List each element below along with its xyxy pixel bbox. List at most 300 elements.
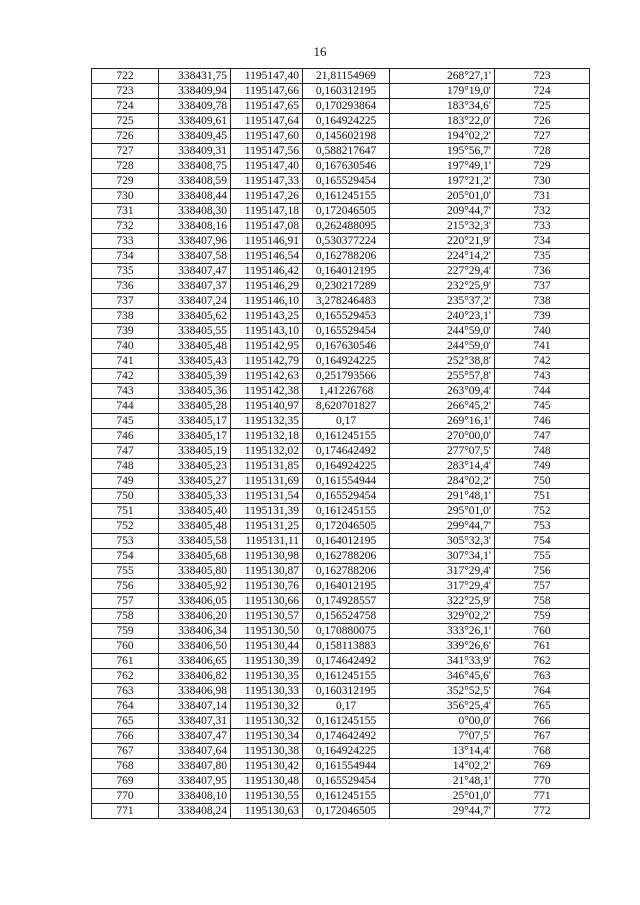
bearing-angle-cell: 352°52,5' (390, 684, 495, 699)
bearing-angle-cell: 333°26,1' (390, 624, 495, 639)
bearing-angle-cell: 227°29,4' (390, 264, 495, 279)
distance-cell: 0,164924225 (303, 354, 390, 369)
bearing-angle-cell: 322°25,9' (390, 594, 495, 609)
point-number-cell: 722 (92, 69, 159, 84)
point-number-cell: 746 (92, 429, 159, 444)
distance-cell: 0,251793566 (303, 369, 390, 384)
x-coordinate-cell: 338405,23 (159, 459, 231, 474)
y-coordinate-cell: 1195146,10 (231, 294, 303, 309)
table-row (92, 564, 590, 579)
x-coordinate-cell: 338406,65 (159, 654, 231, 669)
table-row (92, 69, 590, 84)
x-coordinate-cell: 338405,92 (159, 579, 231, 594)
bearing-angle-cell: 194°02,2' (390, 129, 495, 144)
y-coordinate-cell: 1195146,42 (231, 264, 303, 279)
x-coordinate-cell: 338409,61 (159, 114, 231, 129)
next-point-number-cell: 766 (495, 714, 590, 729)
distance-cell: 0,17 (303, 699, 390, 714)
next-point-number-cell: 742 (495, 354, 590, 369)
x-coordinate-cell: 338407,95 (159, 774, 231, 789)
y-coordinate-cell: 1195130,57 (231, 609, 303, 624)
distance-cell: 0,145602198 (303, 129, 390, 144)
distance-cell: 0,156524758 (303, 609, 390, 624)
table-row (92, 159, 590, 174)
point-number-cell: 737 (92, 294, 159, 309)
point-number-cell: 770 (92, 789, 159, 804)
table-row (92, 579, 590, 594)
point-number-cell: 758 (92, 609, 159, 624)
distance-cell: 1,41226768 (303, 384, 390, 399)
point-number-cell: 768 (92, 759, 159, 774)
bearing-angle-cell: 295°01,0' (390, 504, 495, 519)
table-row (92, 804, 590, 819)
y-coordinate-cell: 1195132,18 (231, 429, 303, 444)
next-point-number-cell: 732 (495, 204, 590, 219)
x-coordinate-cell: 338407,47 (159, 264, 231, 279)
bearing-angle-cell: 266°45,2' (390, 399, 495, 414)
y-coordinate-cell: 1195146,29 (231, 279, 303, 294)
y-coordinate-cell: 1195142,63 (231, 369, 303, 384)
table-row (92, 414, 590, 429)
y-coordinate-cell: 1195130,87 (231, 564, 303, 579)
table-row (92, 624, 590, 639)
next-point-number-cell: 772 (495, 804, 590, 819)
bearing-angle-cell: 224°14,2' (390, 249, 495, 264)
bearing-angle-cell: 179°19,0' (390, 84, 495, 99)
x-coordinate-cell: 338406,34 (159, 624, 231, 639)
next-point-number-cell: 736 (495, 264, 590, 279)
point-number-cell: 761 (92, 654, 159, 669)
page-number: 16 (313, 44, 327, 59)
point-number-cell: 757 (92, 594, 159, 609)
table-row (92, 444, 590, 459)
table-row (92, 744, 590, 759)
bearing-angle-cell: 291°48,1' (390, 489, 495, 504)
bearing-angle-cell: 268°27,1' (390, 69, 495, 84)
distance-cell: 0,230217289 (303, 279, 390, 294)
next-point-number-cell: 733 (495, 219, 590, 234)
x-coordinate-cell: 338405,43 (159, 354, 231, 369)
x-coordinate-cell: 338405,36 (159, 384, 231, 399)
next-point-number-cell: 758 (495, 594, 590, 609)
next-point-number-cell: 755 (495, 549, 590, 564)
distance-cell: 0,160312195 (303, 684, 390, 699)
x-coordinate-cell: 338407,14 (159, 699, 231, 714)
next-point-number-cell: 767 (495, 729, 590, 744)
next-point-number-cell: 771 (495, 789, 590, 804)
next-point-number-cell: 769 (495, 759, 590, 774)
x-coordinate-cell: 338405,17 (159, 414, 231, 429)
point-number-cell: 771 (92, 804, 159, 819)
next-point-number-cell: 744 (495, 384, 590, 399)
point-number-cell: 733 (92, 234, 159, 249)
table-row (92, 114, 590, 129)
table-row (92, 534, 590, 549)
bearing-angle-cell: 346°45,6' (390, 669, 495, 684)
x-coordinate-cell: 338431,75 (159, 69, 231, 84)
x-coordinate-cell: 338408,44 (159, 189, 231, 204)
bearing-angle-cell: 277°07,5' (390, 444, 495, 459)
distance-cell: 0,170293864 (303, 99, 390, 114)
point-number-cell: 743 (92, 384, 159, 399)
distance-cell: 0,162788206 (303, 249, 390, 264)
point-number-cell: 729 (92, 174, 159, 189)
table-row (92, 219, 590, 234)
y-coordinate-cell: 1195130,39 (231, 654, 303, 669)
bearing-angle-cell: 232°25,9' (390, 279, 495, 294)
table-row (92, 714, 590, 729)
next-point-number-cell: 746 (495, 414, 590, 429)
x-coordinate-cell: 338405,80 (159, 564, 231, 579)
distance-cell: 0,164924225 (303, 459, 390, 474)
table-row (92, 249, 590, 264)
bearing-angle-cell: 307°34,1' (390, 549, 495, 564)
table-row (92, 384, 590, 399)
next-point-number-cell: 748 (495, 444, 590, 459)
distance-cell: 21,81154969 (303, 69, 390, 84)
table-row (92, 474, 590, 489)
x-coordinate-cell: 338406,05 (159, 594, 231, 609)
next-point-number-cell: 743 (495, 369, 590, 384)
table-row (92, 774, 590, 789)
bearing-angle-cell: 339°26,6' (390, 639, 495, 654)
point-number-cell: 745 (92, 414, 159, 429)
x-coordinate-cell: 338405,19 (159, 444, 231, 459)
point-number-cell: 740 (92, 339, 159, 354)
y-coordinate-cell: 1195131,85 (231, 459, 303, 474)
table-row (92, 699, 590, 714)
distance-cell: 0,165529454 (303, 324, 390, 339)
point-number-cell: 762 (92, 669, 159, 684)
distance-cell: 0,17 (303, 414, 390, 429)
point-number-cell: 726 (92, 129, 159, 144)
next-point-number-cell: 735 (495, 249, 590, 264)
next-point-number-cell: 726 (495, 114, 590, 129)
bearing-angle-cell: 270°00,0' (390, 429, 495, 444)
table-row (92, 609, 590, 624)
x-coordinate-cell: 338405,40 (159, 504, 231, 519)
y-coordinate-cell: 1195147,64 (231, 114, 303, 129)
bearing-angle-cell: 317°29,4' (390, 579, 495, 594)
bearing-angle-cell: 235°37,2' (390, 294, 495, 309)
y-coordinate-cell: 1195130,48 (231, 774, 303, 789)
point-number-cell: 739 (92, 324, 159, 339)
bearing-angle-cell: 269°16,1' (390, 414, 495, 429)
y-coordinate-cell: 1195130,35 (231, 669, 303, 684)
distance-cell: 0,588217647 (303, 144, 390, 159)
next-point-number-cell: 759 (495, 609, 590, 624)
point-number-cell: 738 (92, 309, 159, 324)
next-point-number-cell: 728 (495, 144, 590, 159)
bearing-angle-cell: 183°22,0' (390, 114, 495, 129)
next-point-number-cell: 756 (495, 564, 590, 579)
next-point-number-cell: 763 (495, 669, 590, 684)
x-coordinate-cell: 338405,39 (159, 369, 231, 384)
point-number-cell: 765 (92, 714, 159, 729)
x-coordinate-cell: 338407,96 (159, 234, 231, 249)
x-coordinate-cell: 338407,24 (159, 294, 231, 309)
distance-cell: 0,164924225 (303, 114, 390, 129)
bearing-angle-cell: 197°21,2' (390, 174, 495, 189)
table-row (92, 324, 590, 339)
distance-cell: 0,167630546 (303, 159, 390, 174)
y-coordinate-cell: 1195143,10 (231, 324, 303, 339)
next-point-number-cell: 740 (495, 324, 590, 339)
distance-cell: 0,164012195 (303, 534, 390, 549)
y-coordinate-cell: 1195131,39 (231, 504, 303, 519)
bearing-angle-cell: 240°23,1' (390, 309, 495, 324)
y-coordinate-cell: 1195147,40 (231, 69, 303, 84)
next-point-number-cell: 770 (495, 774, 590, 789)
point-number-cell: 741 (92, 354, 159, 369)
next-point-number-cell: 754 (495, 534, 590, 549)
point-number-cell: 736 (92, 279, 159, 294)
bearing-angle-cell: 0°00,0' (390, 714, 495, 729)
distance-cell: 0,161554944 (303, 759, 390, 774)
table-row (92, 279, 590, 294)
distance-cell: 0,172046505 (303, 519, 390, 534)
point-number-cell: 753 (92, 534, 159, 549)
y-coordinate-cell: 1195131,54 (231, 489, 303, 504)
x-coordinate-cell: 338409,31 (159, 144, 231, 159)
distance-cell: 3,278246483 (303, 294, 390, 309)
table-row (92, 684, 590, 699)
y-coordinate-cell: 1195147,66 (231, 84, 303, 99)
y-coordinate-cell: 1195132,02 (231, 444, 303, 459)
bearing-angle-cell: 197°49,1' (390, 159, 495, 174)
next-point-number-cell: 737 (495, 279, 590, 294)
y-coordinate-cell: 1195130,32 (231, 699, 303, 714)
bearing-angle-cell: 329°02,2' (390, 609, 495, 624)
x-coordinate-cell: 338405,27 (159, 474, 231, 489)
point-number-cell: 723 (92, 84, 159, 99)
next-point-number-cell: 738 (495, 294, 590, 309)
table-row (92, 129, 590, 144)
y-coordinate-cell: 1195130,34 (231, 729, 303, 744)
next-point-number-cell: 768 (495, 744, 590, 759)
x-coordinate-cell: 338406,82 (159, 669, 231, 684)
distance-cell: 0,161554944 (303, 474, 390, 489)
x-coordinate-cell: 338405,48 (159, 339, 231, 354)
table-row (92, 339, 590, 354)
next-point-number-cell: 747 (495, 429, 590, 444)
table-row (92, 369, 590, 384)
distance-cell: 0,164924225 (303, 744, 390, 759)
y-coordinate-cell: 1195130,98 (231, 549, 303, 564)
point-number-cell: 756 (92, 579, 159, 594)
point-number-cell: 754 (92, 549, 159, 564)
distance-cell: 0,165529454 (303, 774, 390, 789)
point-number-cell: 742 (92, 369, 159, 384)
table-row (92, 354, 590, 369)
next-point-number-cell: 753 (495, 519, 590, 534)
y-coordinate-cell: 1195142,95 (231, 339, 303, 354)
bearing-angle-cell: 299°44,7' (390, 519, 495, 534)
distance-cell: 0,161245155 (303, 429, 390, 444)
table-row (92, 204, 590, 219)
point-number-cell: 750 (92, 489, 159, 504)
table-row (92, 729, 590, 744)
y-coordinate-cell: 1195130,32 (231, 714, 303, 729)
point-number-cell: 731 (92, 204, 159, 219)
distance-cell: 0,164012195 (303, 264, 390, 279)
distance-cell: 0,530377224 (303, 234, 390, 249)
point-number-cell: 744 (92, 399, 159, 414)
bearing-angle-cell: 215°32,3' (390, 219, 495, 234)
x-coordinate-cell: 338405,33 (159, 489, 231, 504)
point-number-cell: 748 (92, 459, 159, 474)
x-coordinate-cell: 338407,64 (159, 744, 231, 759)
distance-cell: 0,174642492 (303, 654, 390, 669)
y-coordinate-cell: 1195140,97 (231, 399, 303, 414)
table-row (92, 294, 590, 309)
next-point-number-cell: 765 (495, 699, 590, 714)
table-row (92, 504, 590, 519)
table-row (92, 84, 590, 99)
point-number-cell: 764 (92, 699, 159, 714)
y-coordinate-cell: 1195130,44 (231, 639, 303, 654)
distance-cell: 0,174928557 (303, 594, 390, 609)
distance-cell: 0,161245155 (303, 189, 390, 204)
table-row (92, 459, 590, 474)
point-number-cell: 747 (92, 444, 159, 459)
distance-cell: 0,161245155 (303, 789, 390, 804)
bearing-angle-cell: 283°14,4' (390, 459, 495, 474)
y-coordinate-cell: 1195130,63 (231, 804, 303, 819)
bearing-angle-cell: 356°25,4' (390, 699, 495, 714)
bearing-angle-cell: 252°38,8' (390, 354, 495, 369)
distance-cell: 0,162788206 (303, 564, 390, 579)
y-coordinate-cell: 1195147,56 (231, 144, 303, 159)
point-number-cell: 735 (92, 264, 159, 279)
x-coordinate-cell: 338407,47 (159, 729, 231, 744)
table-row (92, 189, 590, 204)
x-coordinate-cell: 338408,10 (159, 789, 231, 804)
table-row (92, 789, 590, 804)
table-row (92, 639, 590, 654)
bearing-angle-cell: 29°44,7' (390, 804, 495, 819)
distance-cell: 0,174642492 (303, 444, 390, 459)
table-row (92, 234, 590, 249)
table-row (92, 549, 590, 564)
x-coordinate-cell: 338405,58 (159, 534, 231, 549)
next-point-number-cell: 741 (495, 339, 590, 354)
x-coordinate-cell: 338408,24 (159, 804, 231, 819)
x-coordinate-cell: 338407,37 (159, 279, 231, 294)
y-coordinate-cell: 1195142,79 (231, 354, 303, 369)
bearing-angle-cell: 14°02,2' (390, 759, 495, 774)
next-point-number-cell: 725 (495, 99, 590, 114)
point-number-cell: 763 (92, 684, 159, 699)
point-number-cell: 767 (92, 744, 159, 759)
table-row (92, 594, 590, 609)
bearing-angle-cell: 341°33,9' (390, 654, 495, 669)
distance-cell: 0,160312195 (303, 84, 390, 99)
y-coordinate-cell: 1195147,33 (231, 174, 303, 189)
bearing-angle-cell: 284°02,2' (390, 474, 495, 489)
y-coordinate-cell: 1195131,11 (231, 534, 303, 549)
bearing-angle-cell: 21°48,1' (390, 774, 495, 789)
point-number-cell: 725 (92, 114, 159, 129)
x-coordinate-cell: 338405,68 (159, 549, 231, 564)
table-row (92, 669, 590, 684)
distance-cell: 0,164012195 (303, 579, 390, 594)
point-number-cell: 734 (92, 249, 159, 264)
y-coordinate-cell: 1195142,38 (231, 384, 303, 399)
table-row (92, 519, 590, 534)
x-coordinate-cell: 338405,55 (159, 324, 231, 339)
table-row (92, 489, 590, 504)
distance-cell: 0,170880075 (303, 624, 390, 639)
bearing-angle-cell: 255°57,8' (390, 369, 495, 384)
next-point-number-cell: 752 (495, 504, 590, 519)
x-coordinate-cell: 338408,30 (159, 204, 231, 219)
y-coordinate-cell: 1195130,55 (231, 789, 303, 804)
y-coordinate-cell: 1195130,50 (231, 624, 303, 639)
table-row (92, 399, 590, 414)
bearing-angle-cell: 183°34,6' (390, 99, 495, 114)
x-coordinate-cell: 338408,16 (159, 219, 231, 234)
point-number-cell: 727 (92, 144, 159, 159)
distance-cell: 0,174642492 (303, 729, 390, 744)
next-point-number-cell: 750 (495, 474, 590, 489)
y-coordinate-cell: 1195147,65 (231, 99, 303, 114)
y-coordinate-cell: 1195147,60 (231, 129, 303, 144)
table-row (92, 99, 590, 114)
y-coordinate-cell: 1195143,25 (231, 309, 303, 324)
y-coordinate-cell: 1195131,69 (231, 474, 303, 489)
distance-cell: 0,161245155 (303, 669, 390, 684)
x-coordinate-cell: 338407,58 (159, 249, 231, 264)
y-coordinate-cell: 1195130,38 (231, 744, 303, 759)
distance-cell: 0,162788206 (303, 549, 390, 564)
distance-cell: 0,172046505 (303, 204, 390, 219)
bearing-angle-cell: 25°01,0' (390, 789, 495, 804)
x-coordinate-cell: 338408,59 (159, 174, 231, 189)
distance-cell: 0,262488095 (303, 219, 390, 234)
bearing-angle-cell: 195°56,7' (390, 144, 495, 159)
point-number-cell: 752 (92, 519, 159, 534)
point-number-cell: 759 (92, 624, 159, 639)
y-coordinate-cell: 1195130,66 (231, 594, 303, 609)
y-coordinate-cell: 1195147,40 (231, 159, 303, 174)
next-point-number-cell: 730 (495, 174, 590, 189)
bearing-angle-cell: 317°29,4' (390, 564, 495, 579)
next-point-number-cell: 751 (495, 489, 590, 504)
bearing-angle-cell: 7°07,5' (390, 729, 495, 744)
next-point-number-cell: 760 (495, 624, 590, 639)
x-coordinate-cell: 338406,20 (159, 609, 231, 624)
x-coordinate-cell: 338407,31 (159, 714, 231, 729)
table-row (92, 309, 590, 324)
distance-cell: 0,161245155 (303, 714, 390, 729)
bearing-angle-cell: 244°59,0' (390, 324, 495, 339)
y-coordinate-cell: 1195130,76 (231, 579, 303, 594)
point-number-cell: 755 (92, 564, 159, 579)
x-coordinate-cell: 338405,17 (159, 429, 231, 444)
next-point-number-cell: 764 (495, 684, 590, 699)
next-point-number-cell: 731 (495, 189, 590, 204)
y-coordinate-cell: 1195131,25 (231, 519, 303, 534)
next-point-number-cell: 729 (495, 159, 590, 174)
bearing-angle-cell: 205°01,0' (390, 189, 495, 204)
x-coordinate-cell: 338409,94 (159, 84, 231, 99)
distance-cell: 8,620701827 (303, 399, 390, 414)
point-number-cell: 760 (92, 639, 159, 654)
table-row (92, 759, 590, 774)
next-point-number-cell: 727 (495, 129, 590, 144)
point-number-cell: 732 (92, 219, 159, 234)
